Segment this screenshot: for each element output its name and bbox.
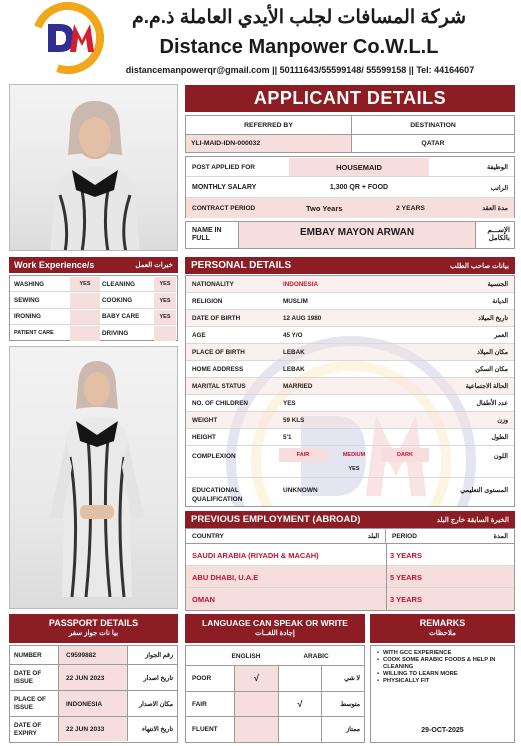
contract-value-text: Two Years bbox=[306, 203, 343, 213]
work-skill-label: BABY CARE bbox=[102, 313, 140, 321]
period-label: PERIOD bbox=[392, 532, 417, 540]
personal-arabic: مكان الميلاد bbox=[477, 349, 508, 356]
passport-arabic: تاريخ الانتهاء bbox=[141, 726, 173, 733]
language-level: FAIR bbox=[192, 700, 207, 708]
work-skill-label: IRONING bbox=[14, 313, 41, 321]
employment-row bbox=[186, 588, 514, 610]
personal-row bbox=[186, 276, 514, 293]
salary-value: 1,300 QR + FOOD bbox=[329, 184, 389, 191]
personal-arabic: الطول bbox=[491, 434, 508, 441]
language-arabic: متوسط bbox=[340, 700, 360, 708]
language-table bbox=[185, 645, 365, 743]
personal-value: MUSLIM bbox=[283, 298, 308, 305]
employment-row bbox=[186, 544, 514, 566]
personal-value: MARRIED bbox=[283, 383, 313, 390]
employment-table bbox=[185, 528, 515, 611]
education-label: EDUCATIONAL QUALIFICATION bbox=[192, 487, 243, 503]
personal-label: WEIGHT bbox=[192, 417, 218, 424]
passport-value: INDONESIA bbox=[66, 700, 103, 708]
work-experience-title-arabic: خبرات العمل bbox=[135, 262, 173, 269]
bullet-icon: • bbox=[377, 657, 380, 663]
applicant-photo-portrait bbox=[9, 84, 178, 251]
company-logo bbox=[30, 2, 110, 74]
personal-row bbox=[186, 361, 514, 378]
remark-item bbox=[377, 657, 509, 671]
post-arabic: الوظيفة bbox=[486, 164, 508, 171]
work-skill-value: YES bbox=[154, 310, 176, 324]
education-row bbox=[186, 480, 514, 507]
personal-arabic: عدد الأطفال bbox=[476, 400, 508, 407]
language-arabic-mark bbox=[278, 717, 322, 742]
work-skill-value: YES bbox=[154, 277, 176, 291]
complexion-arabic: اللون bbox=[493, 453, 508, 460]
work-skill-label: PATIENT CARE bbox=[14, 330, 54, 337]
language-row bbox=[186, 717, 364, 743]
personal-row bbox=[186, 327, 514, 344]
remarks-date: 29-OCT-2025 bbox=[421, 727, 464, 734]
personal-row bbox=[186, 395, 514, 412]
contract-label: CONTRACT PERIOD bbox=[192, 204, 256, 212]
remarks-box bbox=[370, 645, 515, 743]
employment-country: SAUDI ARABIA (RIYADH & MACAH) bbox=[192, 550, 319, 560]
employment-divider bbox=[386, 544, 387, 610]
complexion-option-medium: MEDIUM bbox=[342, 452, 366, 458]
personal-row bbox=[186, 378, 514, 395]
remark-item bbox=[377, 671, 509, 678]
remark-text: COOK SOME ARABIC FOODS & HELP IN CLEANING bbox=[383, 657, 496, 670]
personal-row bbox=[186, 310, 514, 327]
passport-row bbox=[10, 646, 177, 665]
work-skill-value bbox=[154, 326, 176, 340]
language-level: POOR bbox=[192, 675, 212, 683]
education-arabic: المستوى التعليمي bbox=[460, 487, 508, 494]
personal-row bbox=[186, 412, 514, 429]
name-table bbox=[185, 221, 515, 249]
personal-label: HEIGHT bbox=[192, 434, 216, 441]
work-skill-value bbox=[70, 293, 100, 307]
personal-arabic: مكان السكن bbox=[475, 366, 508, 373]
personal-value: YES bbox=[283, 400, 296, 407]
personal-row bbox=[186, 429, 514, 446]
passport-label: DATE OF ISSUE bbox=[14, 670, 42, 685]
passport-row bbox=[10, 665, 177, 691]
personal-details-title: PERSONAL DETAILS bbox=[191, 260, 292, 271]
personal-arabic: تاريخ الميلاد bbox=[477, 315, 508, 322]
personal-label: DATE OF BIRTH bbox=[192, 315, 241, 322]
passport-arabic: مكان الاصدار bbox=[139, 700, 173, 708]
passport-row bbox=[10, 691, 177, 717]
remarks-title-arabic: ملاحظات bbox=[429, 630, 456, 637]
post-table bbox=[185, 156, 515, 218]
page-title: APPLICANT DETAILS bbox=[185, 85, 515, 112]
passport-arabic: تاريخ اصدار bbox=[143, 674, 173, 682]
work-skill-value bbox=[70, 326, 100, 340]
passport-arabic: رقم الجواز bbox=[145, 652, 173, 659]
employment-period: 3 YEARS bbox=[390, 594, 422, 604]
language-row bbox=[186, 692, 364, 718]
personal-arabic: الديانة bbox=[492, 298, 508, 305]
destination-label: DESTINATION bbox=[352, 116, 514, 135]
contract-value-years: 2 YEARS bbox=[396, 204, 425, 212]
personal-details-title-arabic: بيانات صاحب الطلب bbox=[449, 262, 509, 270]
personal-arabic: الحالة الاجتماعية bbox=[465, 383, 508, 390]
passport-value: 22 JUN 2033 bbox=[66, 726, 105, 733]
name-label: NAME IN FULL bbox=[192, 227, 222, 242]
employment-period: 3 YEARS bbox=[390, 550, 422, 560]
country-label: COUNTRY bbox=[192, 532, 224, 540]
company-contact: distancemanpowerqr@gmail.com || 50111643/55599148/ 55599158 || Tel: 44164607 bbox=[125, 65, 475, 75]
applicant-name: EMBAY MAYON ARWAN bbox=[299, 226, 415, 238]
personal-label: NO. OF CHILDREN bbox=[192, 400, 248, 407]
employment-header bbox=[185, 511, 515, 528]
employment-title: PREVIOUS EMPLOYMENT (ABROAD) bbox=[191, 514, 361, 525]
language-english-mark bbox=[234, 692, 278, 717]
remark-text: WITH GCC EXPERIENCE bbox=[383, 650, 452, 656]
personal-value: 12 AUG 1980 bbox=[283, 315, 322, 322]
passport-title-arabic: بيا نات جواز سفر bbox=[68, 630, 119, 637]
work-skill-label: CLEANING bbox=[102, 280, 135, 288]
complexion-option-dark: DARK bbox=[381, 448, 429, 462]
remarks-title: REMARKS bbox=[419, 618, 466, 628]
personal-details-header bbox=[185, 257, 515, 274]
salary-arabic: الراتب bbox=[490, 184, 508, 192]
complexion-selected: YES bbox=[348, 466, 360, 472]
personal-row bbox=[186, 344, 514, 361]
personal-label: HOME ADDRESS bbox=[192, 366, 244, 373]
employment-country: OMAN bbox=[192, 594, 215, 604]
passport-value: C9599882 bbox=[66, 652, 96, 659]
remark-text: WILLING TO LEARN MORE bbox=[383, 671, 458, 677]
work-experience-title: Work Experience/s bbox=[14, 260, 95, 270]
language-col-english: ENGLISH bbox=[231, 652, 261, 660]
passport-label: DATE OF EXPIRY bbox=[14, 721, 42, 737]
personal-label: MARITAL STATUS bbox=[192, 383, 246, 390]
personal-label: AGE bbox=[192, 332, 206, 339]
personal-arabic: الجنسية bbox=[487, 281, 508, 288]
work-experience-table bbox=[9, 275, 178, 341]
personal-value: 45 Y/O bbox=[283, 332, 303, 339]
complexion-option-fair: FAIR bbox=[279, 448, 327, 462]
remarks-list bbox=[377, 650, 509, 685]
personal-label: PLACE OF BIRTH bbox=[192, 349, 245, 356]
language-title-arabic: إجادة اللغــات bbox=[255, 630, 295, 637]
bullet-icon: • bbox=[377, 678, 380, 684]
employment-row bbox=[186, 566, 514, 588]
language-arabic-mark bbox=[278, 666, 322, 691]
remark-item bbox=[377, 678, 509, 685]
company-name-arabic: شركة المسافات لجلب الأيدي العاملة ذ.م.م bbox=[131, 7, 467, 28]
passport-label: PLACE OF ISSUE bbox=[14, 696, 46, 711]
work-skill-value: YES bbox=[70, 277, 100, 291]
work-skill-label: SEWING bbox=[14, 297, 40, 305]
name-arabic: الإســـم بالكامل bbox=[487, 227, 510, 242]
referral-table bbox=[185, 115, 515, 153]
passport-title: PASSPORT DETAILS bbox=[48, 618, 139, 628]
bullet-icon: • bbox=[377, 671, 380, 677]
bullet-icon: • bbox=[377, 650, 380, 656]
personal-arabic: وزن bbox=[497, 417, 508, 424]
language-arabic: لا شي bbox=[344, 675, 360, 683]
remark-text: PHYSICALLY FIT bbox=[383, 678, 430, 684]
language-title: LANGUAGE CAN SPEAK OR WRITE bbox=[202, 618, 348, 628]
language-english-mark bbox=[234, 717, 278, 742]
personal-value: LEBAK bbox=[283, 349, 305, 356]
complexion-row bbox=[186, 446, 514, 478]
personal-value: LEBAK bbox=[283, 366, 305, 373]
passport-header bbox=[9, 614, 178, 643]
employment-period: 5 YEARS bbox=[390, 572, 422, 582]
personal-arabic: العمر bbox=[494, 332, 508, 339]
passport-label: NUMBER bbox=[14, 651, 42, 659]
employment-title-arabic: الخبرة السابقة خارج البلد bbox=[436, 516, 509, 524]
post-value: HOUSEMAID bbox=[289, 158, 429, 176]
language-header bbox=[185, 614, 365, 643]
personal-row bbox=[186, 293, 514, 310]
personal-label: NATIONALITY bbox=[192, 281, 234, 288]
remarks-header bbox=[370, 614, 515, 643]
country-arabic: البلد bbox=[367, 533, 379, 540]
post-label: POST APPLIED FOR bbox=[192, 163, 255, 171]
referred-by-value: YLI-MAID-IDN-000032 bbox=[186, 135, 352, 152]
work-skill-value bbox=[70, 310, 100, 324]
passport-row bbox=[10, 717, 177, 742]
referred-by-label: REFERRED BY bbox=[186, 116, 352, 135]
language-arabic: ممتاز bbox=[346, 726, 360, 734]
work-skill-label: COOKING bbox=[102, 297, 133, 305]
work-skill-value: YES bbox=[154, 293, 176, 307]
work-skill-label: DRIVING bbox=[102, 329, 129, 337]
personal-value: 5'1 bbox=[283, 434, 292, 441]
employment-country: ABU DHABI, U.A.E bbox=[192, 572, 259, 582]
contract-arabic: مدة العقد bbox=[482, 205, 508, 212]
passport-table bbox=[9, 645, 178, 743]
work-experience-header bbox=[9, 257, 178, 273]
company-name-english: Distance Manpower Co.W.L.L bbox=[159, 36, 439, 58]
destination-value: QATAR bbox=[421, 140, 445, 147]
applicant-photo-full-body bbox=[9, 346, 178, 609]
salary-label: MONTHLY SALARY bbox=[192, 184, 257, 191]
language-row bbox=[186, 666, 364, 692]
language-level: FLUENT bbox=[192, 726, 218, 734]
language-arabic-mark: √ bbox=[278, 692, 322, 717]
education-value: UNKNOWN bbox=[283, 486, 318, 494]
language-col-arabic: ARABIC bbox=[303, 652, 329, 660]
personal-details-table bbox=[185, 275, 515, 507]
work-skill-label: WASHING bbox=[14, 280, 45, 288]
personal-value: 59 KLS bbox=[283, 417, 305, 424]
language-english-mark: √ bbox=[234, 666, 278, 691]
passport-value: 22 JUN 2023 bbox=[66, 674, 105, 682]
personal-value: INDONESIA bbox=[283, 281, 318, 288]
remark-item bbox=[377, 650, 509, 657]
period-arabic: المدة bbox=[493, 533, 508, 540]
personal-label: RELIGION bbox=[192, 298, 223, 305]
complexion-label: COMPLEXION bbox=[192, 452, 236, 460]
